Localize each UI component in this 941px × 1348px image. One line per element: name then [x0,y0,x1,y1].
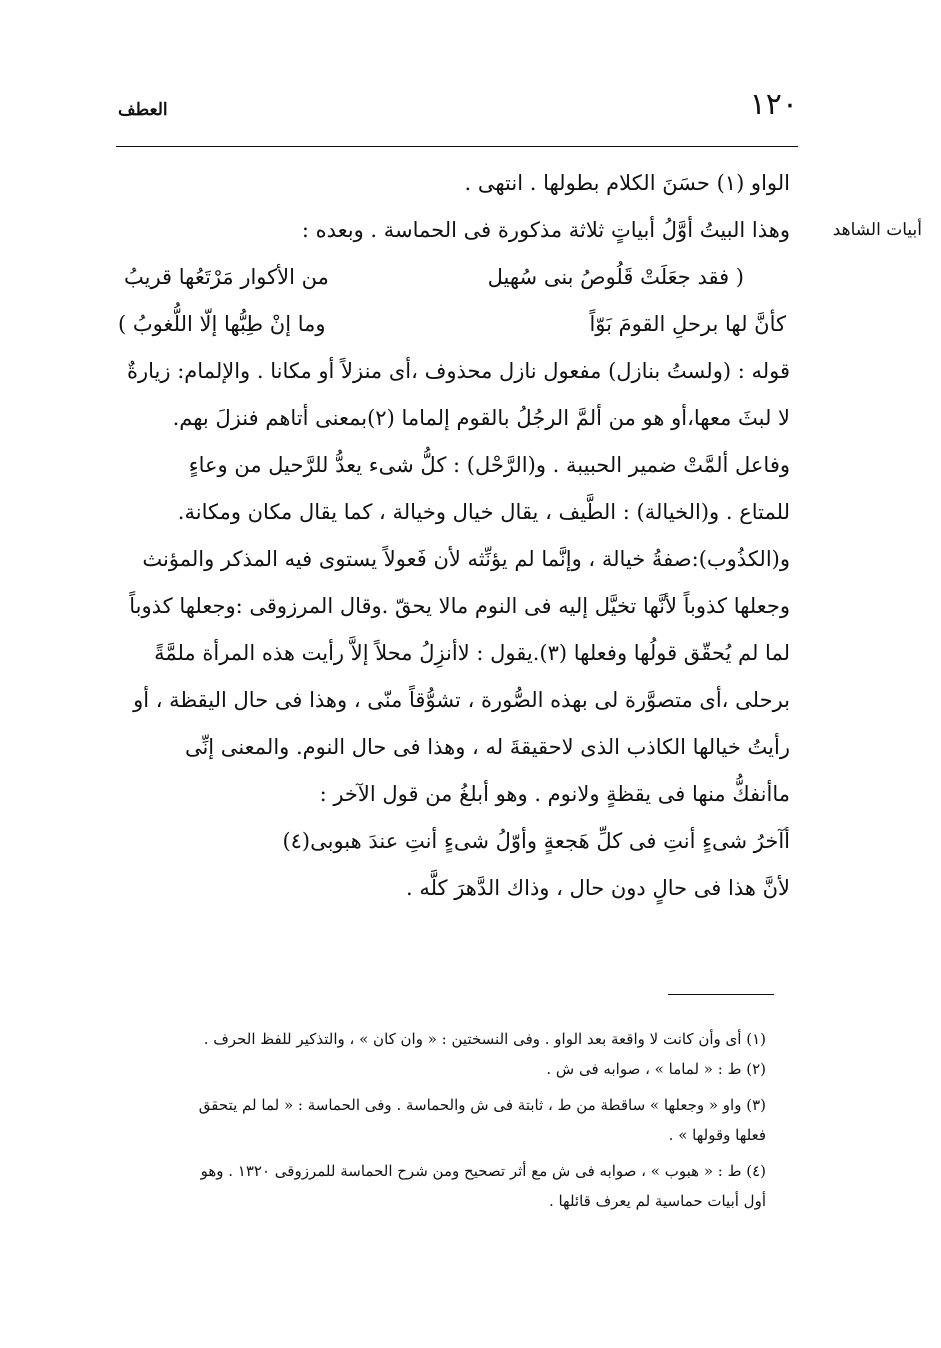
text-line: للمتاع . و(الخيالة) : الطَّيف ، يقال خيال وخيالة ، كما يقال مكان ومكانة. [177,500,790,524]
text-line: ماأنفكُّ منها فى يقظةٍ ولانوم . وهو أبلغُ من قول الآخر : [319,782,790,806]
text-line: لأنَّ هذا فى حالٍ دون حال ، وذاك الدَّهرَ كلَّه . [405,876,790,900]
verse-line [118,301,790,348]
footnotes [126,1024,766,1216]
verse-line: أآخرُ شىءٍ أنتِ فى كلِّ هَجعةٍ وأوّلُ شىءٍ أنتِ عندَ هبوبى(٤) [282,829,790,853]
running-head: العطف [118,100,168,120]
verse-hemistich-second: وما إنْ طِبُّها إلّا اللُّغوبُ ) [118,312,326,336]
verse-line [118,254,790,301]
text-line: رأيتُ خيالها الكاذب الذى لاحقيقةَ له ، وهذا فى حال النوم. والمعنى إنِّى [184,735,790,759]
footnote-3-continued: فعلها وقولها » . [668,1126,766,1144]
text-line: برحلى ،أى متصوَّرة لى بهذه الصُّورة ، تشوُّقاً منّى ، وهذا فى حال اليقظة ، أو [133,688,790,712]
footnote-2: (٢) ط : « لماما » ، صوابه فى ش . [546,1060,766,1078]
page-header [118,88,798,128]
page-number: ١٢٠ [749,87,798,122]
main-text [118,160,790,912]
text-line: وهذا البيتُ أوَّلُ أبياتٍ ثلاثة مذكورة فى الحماسة . وبعده : [301,218,790,242]
footnote-4-continued: أول أبيات حماسية لم يعرف قائلها . [548,1192,766,1210]
text-line: قوله : (ولستُ بنازل) مفعول نازل محذوف ،أى منزلاً أو مكانا . والإلمام: زيارةٌ [127,359,790,383]
margin-note: أبيات الشاهد [832,220,922,240]
text-line: الواو (١) حسَنَ الكلام بطولها . انتهى . [464,171,790,195]
verse-hemistich-second: من الأكوار مَرْتَعُها قريبُ [124,265,329,289]
verse-hemistich-first: ( فقد جعَلَتْ قَلُوصُ بنى سُهيل [487,265,744,289]
footnote-rule [668,994,774,995]
header-rule [116,146,798,147]
verse-hemistich-first: كأنَّ لها برحلِ القومَ بَوّاً [589,312,786,336]
footnote-1: (١) أى وأن كانت لا واقعة بعد الواو . وفى النسختين : « وان كان » ، والتذكير للفظ الحرف . [203,1030,766,1048]
text-line: لا لبثَ معها،أو هو من ألمَّ الرجُلُ بالقوم إلماما (٢)بمعنى أتاهم فنزلَ بهم. [172,406,790,430]
text-line: لما لم يُحقّق قولُها وفعلها (٣).يقول : لاأنزِلُ محلاً إلاَّ رأيت هذه المرأة ملمَّةً [154,641,790,665]
text-line: وجعلها كذوباً لأنَّها تخيَّل إليه فى النوم مالا يحقّ .وقال المرزوقى :وجعلها كذوباً [129,594,790,618]
footnote-4: (٤) ط : « هبوب » ، صوابه فى ش مع أثر تصحيح ومن شرح الحماسة للمرزوقى ١٣٢٠ . وهو [200,1162,766,1180]
footnote-3: (٣) واو « وجعلها » ساقطة من ط ، ثابتة فى ش والحماسة . وفى الحماسة : « لما لم يتحقق [198,1096,766,1114]
text-line: و(الكذُوب):صفةُ خيالة ، وإنَّما لم يؤنِّثه لأن فَعولاً يستوى فيه المذكر والمؤنث [142,547,790,571]
text-line: وفاعل ألمَّتْ ضمير الحبيبة . و(الرَّحْل) : كلُّ شىء يعدُّ للرَّحيل من وعاءٍ [188,453,790,477]
